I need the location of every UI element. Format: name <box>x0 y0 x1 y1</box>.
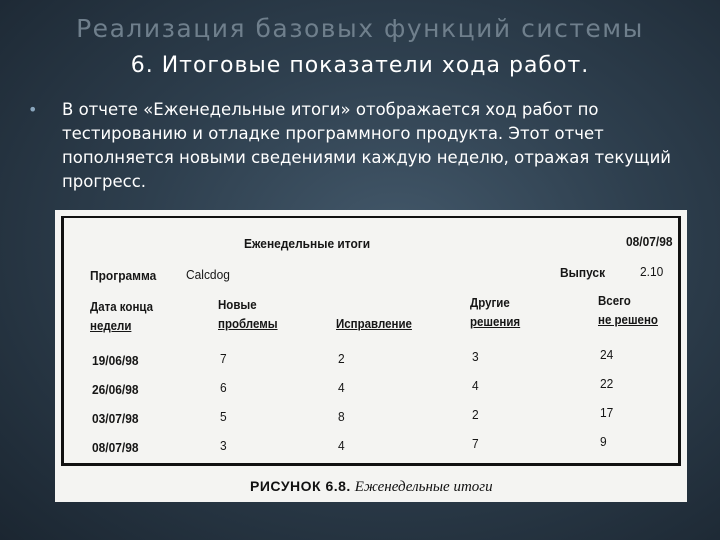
program-name: Calcdog <box>186 267 230 282</box>
report-heading: Еженедельные итоги <box>244 236 371 251</box>
bullet-text: В отчете «Еженедельные итоги» отображается ход работ по тестированию и отладке программного продукта. Этот отчет пополняется новыми сведениями каждую неделю, отражая текущий прогресс. <box>62 100 672 191</box>
table-cell: 9 <box>600 434 607 449</box>
column-header-line: решения <box>470 315 521 329</box>
column-header-line: недели <box>90 319 132 333</box>
release-value: 2.10 <box>640 264 664 279</box>
column-header-fixes <box>336 296 412 334</box>
table-cell: 4 <box>338 380 345 395</box>
caption-text: Еженедельные итоги <box>354 479 493 495</box>
column-header-line: Другие <box>470 296 510 310</box>
figure-caption <box>250 478 493 496</box>
table-cell: 3 <box>472 349 479 364</box>
table-cell: 2 <box>472 407 479 422</box>
table-cell: 2 <box>338 351 345 366</box>
table-cell: 5 <box>220 409 227 424</box>
column-header-week-end <box>90 298 153 336</box>
program-label: Программа <box>90 268 157 283</box>
column-header-new-problems <box>218 296 278 334</box>
column-header-line: Всего <box>598 294 631 308</box>
table-cell: 3 <box>220 438 227 453</box>
column-header-line: проблемы <box>218 317 278 331</box>
table-cell: 4 <box>338 438 345 453</box>
table-cell-date: 19/06/98 <box>92 353 139 368</box>
slide-title: Реализация базовых функций системы <box>76 14 644 43</box>
table-cell-date: 08/07/98 <box>92 440 139 455</box>
bullet-paragraph <box>28 98 680 194</box>
table-cell: 4 <box>472 378 479 393</box>
table-cell: 24 <box>600 347 614 362</box>
table-cell: 6 <box>220 380 227 395</box>
table-cell: 7 <box>220 351 227 366</box>
release-label: Выпуск <box>560 265 606 280</box>
column-header-line: Исправление <box>336 317 412 331</box>
bullet-icon: • <box>28 100 38 119</box>
table-cell-date: 26/06/98 <box>92 382 139 397</box>
table-cell-date: 03/07/98 <box>92 411 139 426</box>
report-figure <box>55 210 687 502</box>
table-cell: 8 <box>338 409 345 424</box>
table-cell: 7 <box>472 436 479 451</box>
report-frame <box>61 216 681 466</box>
column-header-total-unresolved <box>598 292 658 330</box>
report-date: 08/07/98 <box>626 234 673 249</box>
table-cell: 22 <box>600 376 614 391</box>
slide-subtitle: 6. Итоговые показатели хода работ. <box>130 53 590 78</box>
table-cell: 17 <box>600 405 614 420</box>
column-header-line: не решено <box>598 313 658 327</box>
column-header-line: Дата конца <box>90 300 154 314</box>
caption-label: РИСУНОК 6.8. <box>250 478 351 494</box>
column-header-other-solutions <box>470 294 520 332</box>
column-header-line: Новые <box>218 298 257 312</box>
column-header-line <box>336 296 412 315</box>
